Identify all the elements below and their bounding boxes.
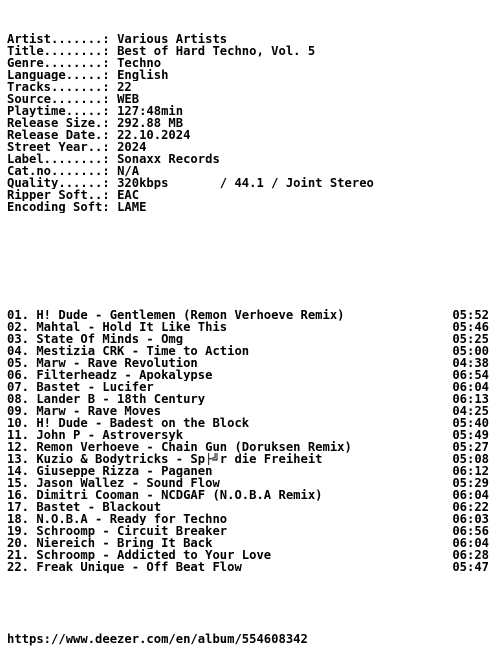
spacer — [7, 273, 489, 285]
meta-key: Cat.no.......: — [7, 165, 118, 177]
track-title: 06. Filterheadz - Apokalypse — [7, 369, 213, 381]
track-duration: 05:52 — [452, 308, 489, 322]
meta-line — [7, 45, 489, 57]
track-row — [7, 333, 489, 345]
track-row — [7, 453, 489, 465]
track-title: 18. N.O.B.A - Ready for Techno — [7, 513, 228, 525]
track-duration: 05:00 — [452, 344, 489, 358]
meta-value: 22 — [117, 81, 132, 93]
track-title: 01. H! Dude - Gentlemen (Remon Verhoeve Remix) — [7, 309, 345, 321]
track-row — [7, 321, 489, 333]
meta-key: Tracks.......: — [7, 81, 118, 93]
track-title: 04. Mestizia CRK - Time to Action — [7, 345, 250, 357]
track-duration: 06:28 — [452, 548, 489, 562]
meta-key: Title........: — [7, 45, 118, 57]
track-row — [7, 525, 489, 537]
meta-value: WEB — [117, 93, 140, 105]
meta-key: Source.......: — [7, 93, 118, 105]
meta-line — [7, 117, 489, 129]
track-duration: 06:04 — [452, 380, 489, 394]
meta-key: Label........: — [7, 153, 118, 165]
track-row — [7, 549, 489, 561]
track-title: 22. Freak Unique - Off Beat Flow — [7, 561, 242, 573]
spacer — [7, 597, 489, 609]
track-row — [7, 345, 489, 357]
track-duration: 06:04 — [452, 536, 489, 550]
track-duration: 05:08 — [452, 452, 489, 466]
meta-line — [7, 57, 489, 69]
meta-line — [7, 141, 489, 153]
meta-key: Encoding Soft: — [7, 201, 118, 213]
meta-value: 320kbps / 44.1 / Joint Stereo — [117, 177, 374, 189]
meta-key: Ripper Soft..: — [7, 189, 118, 201]
track-title: 15. Jason Wallez - Sound Flow — [7, 477, 220, 489]
track-title: 12. Remon Verhoeve - Chain Gun (Doruksen Remix) — [7, 441, 352, 453]
track-row — [7, 537, 489, 549]
track-title: 03. State Of Minds - Omg — [7, 333, 184, 345]
track-row — [7, 441, 489, 453]
track-row — [7, 309, 489, 321]
track-title: 13. Kuzio & Bodytricks - Sp├╝r die Freiheit — [7, 453, 323, 465]
track-title: 10. H! Dude - Badest on the Block — [7, 417, 250, 429]
track-row — [7, 417, 489, 429]
meta-line — [7, 81, 489, 93]
meta-value: EAC — [117, 189, 140, 201]
track-duration: 04:38 — [452, 356, 489, 370]
track-duration: 06:54 — [452, 368, 489, 382]
meta-key: Genre........: — [7, 57, 118, 69]
meta-key: Playtime.....: — [7, 105, 118, 117]
release-metadata — [7, 33, 489, 213]
meta-value: Techno — [117, 57, 162, 69]
meta-line — [7, 105, 489, 117]
track-row — [7, 561, 489, 573]
track-duration: 05:49 — [452, 428, 489, 442]
track-title: 21. Schroomp - Addicted to Your Love — [7, 549, 272, 561]
meta-line — [7, 129, 489, 141]
track-row — [7, 513, 489, 525]
track-duration: 06:22 — [452, 500, 489, 514]
track-duration: 06:13 — [452, 392, 489, 406]
meta-key: Street Year..: — [7, 141, 118, 153]
track-title: 08. Lander B - 18th Century — [7, 393, 206, 405]
track-title: 14. Giuseppe Rizza - Paganen — [7, 465, 213, 477]
track-row — [7, 429, 489, 441]
meta-line — [7, 177, 489, 189]
track-title: 17. Bastet - Blackout — [7, 501, 162, 513]
meta-key: Release Date.: — [7, 129, 118, 141]
meta-value: 2024 — [117, 141, 147, 153]
track-row — [7, 381, 489, 393]
nfo-document — [7, 9, 489, 657]
meta-value: LAME — [117, 201, 147, 213]
meta-line — [7, 69, 489, 81]
track-row — [7, 369, 489, 381]
track-title: 16. Dimitri Cooman - NCDGAF (N.O.B.A Remix) — [7, 489, 323, 501]
track-title: 11. John P - Astroversyk — [7, 429, 184, 441]
track-row — [7, 357, 489, 369]
meta-value: 127:48min — [117, 105, 184, 117]
track-duration: 05:25 — [452, 332, 489, 346]
track-duration: 05:46 — [452, 320, 489, 334]
meta-value: N/A — [117, 165, 140, 177]
track-title: 20. Niereich - Bring It Back — [7, 537, 213, 549]
meta-line — [7, 165, 489, 177]
track-title: 09. Marw - Rave Moves — [7, 405, 162, 417]
track-row — [7, 501, 489, 513]
track-title: 07. Bastet - Lucifer — [7, 381, 154, 393]
track-duration: 04:25 — [452, 404, 489, 418]
album-url: https://www.deezer.com/en/album/554608342 — [7, 632, 308, 646]
meta-value: English — [117, 69, 169, 81]
meta-value: Sonaxx Records — [117, 153, 220, 165]
meta-line — [7, 201, 489, 213]
meta-key: Quality......: — [7, 177, 118, 189]
meta-value: 292.88 MB — [117, 117, 184, 129]
meta-key: Language.....: — [7, 69, 118, 81]
track-title: 02. Mahtal - Hold It Like This — [7, 321, 228, 333]
meta-line — [7, 153, 489, 165]
spacer — [7, 237, 489, 249]
track-duration: 05:29 — [452, 476, 489, 490]
track-duration: 05:27 — [452, 440, 489, 454]
track-row — [7, 465, 489, 477]
meta-line — [7, 93, 489, 105]
track-row — [7, 405, 489, 417]
track-title: 19. Schroomp - Circuit Breaker — [7, 525, 228, 537]
meta-value: Best of Hard Techno, Vol. 5 — [117, 45, 316, 57]
track-row — [7, 489, 489, 501]
track-row — [7, 477, 489, 489]
tracklist — [7, 309, 489, 573]
meta-key: Artist.......: — [7, 33, 118, 45]
track-duration: 05:47 — [452, 560, 489, 574]
meta-line — [7, 33, 489, 45]
meta-line — [7, 189, 489, 201]
meta-value: 22.10.2024 — [117, 129, 191, 141]
track-duration: 06:03 — [452, 512, 489, 526]
track-row — [7, 393, 489, 405]
track-duration: 06:12 — [452, 464, 489, 478]
track-duration: 06:04 — [452, 488, 489, 502]
meta-value: Various Artists — [117, 33, 228, 45]
track-duration: 05:40 — [452, 416, 489, 430]
meta-key: Release Size.: — [7, 117, 118, 129]
track-duration: 06:56 — [452, 524, 489, 538]
track-title: 05. Marw - Rave Revolution — [7, 357, 198, 369]
